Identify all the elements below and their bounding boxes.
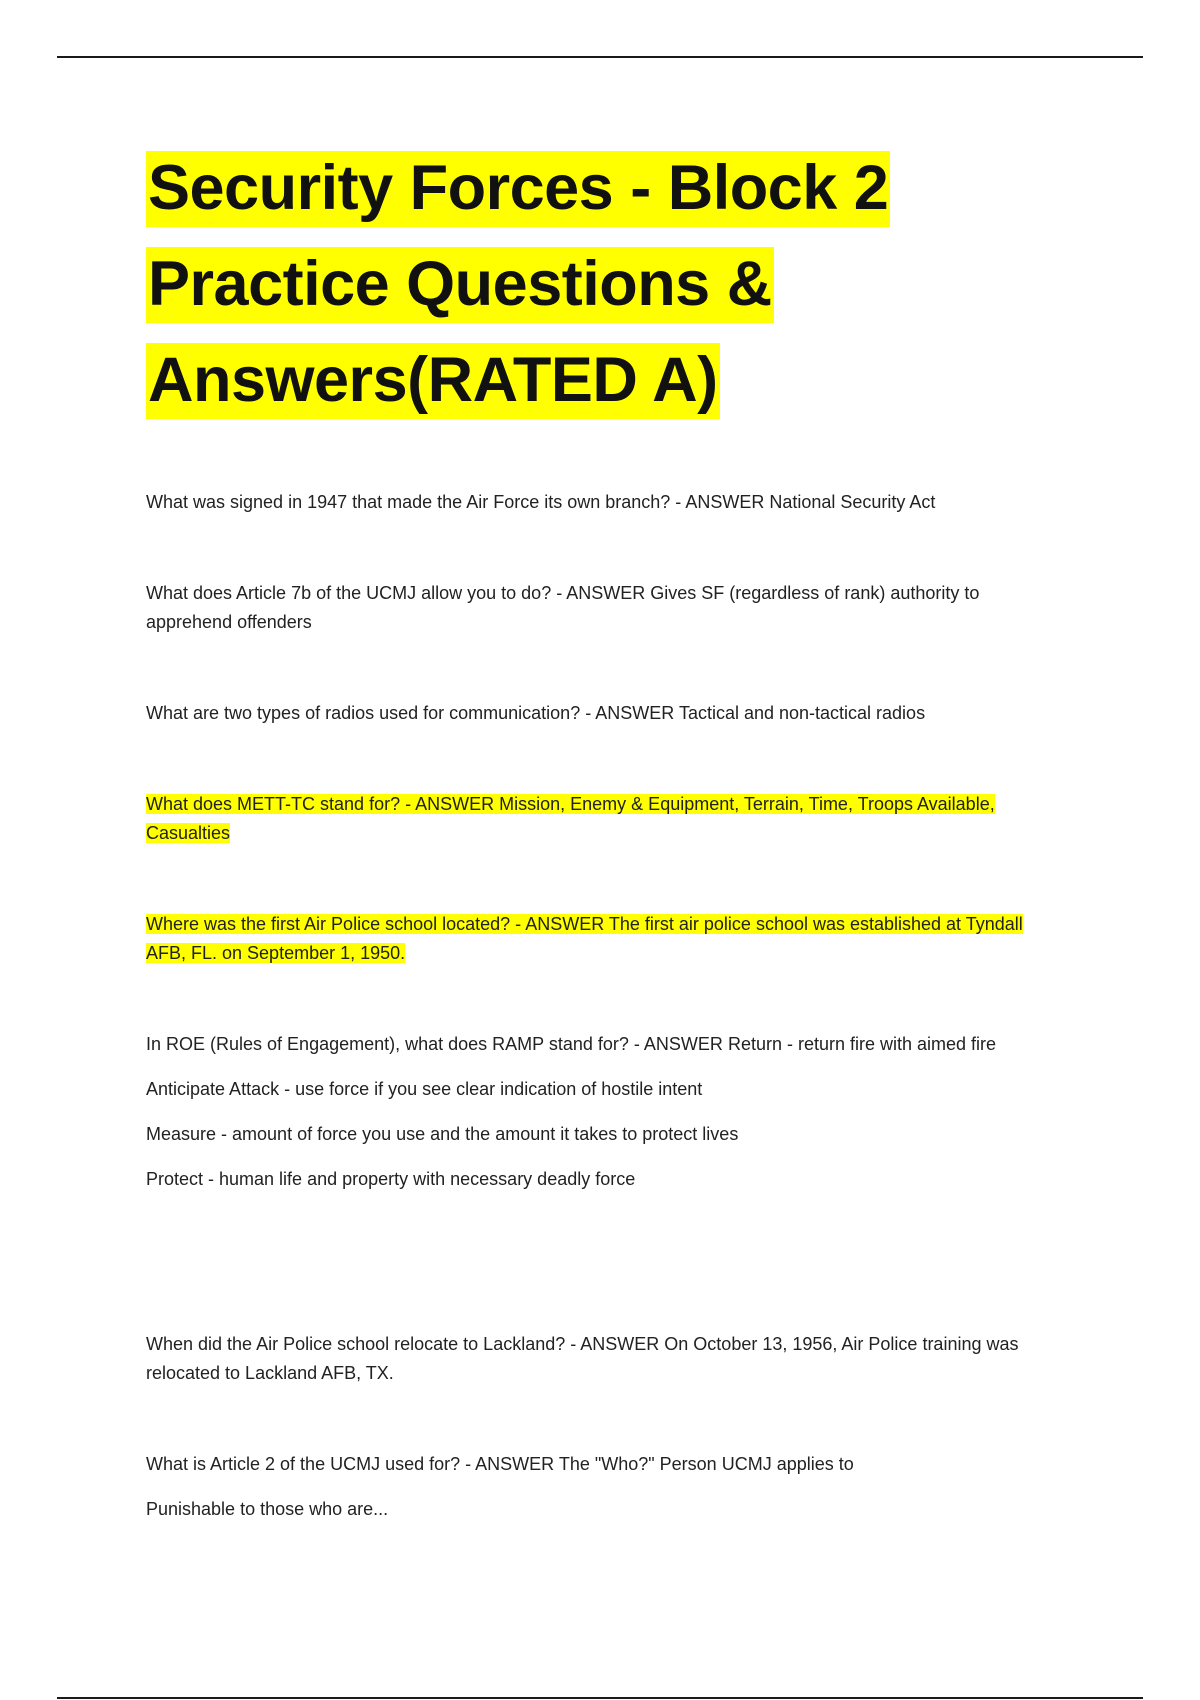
separator: - <box>670 492 686 512</box>
answer-label: ANSWER <box>643 1034 723 1054</box>
question-text: What was signed in 1947 that made the Air Force its own branch? <box>146 492 671 512</box>
qa-line <box>146 488 1066 517</box>
question-text: What does METT-TC stand for? <box>146 794 401 814</box>
question-text: What does Article 7b of the UCMJ allow you to do? <box>146 583 552 603</box>
qa-line <box>146 1330 1066 1388</box>
question-text: Where was the first Air Police school located? <box>146 914 511 934</box>
highlighted-qa-text <box>146 794 995 843</box>
qa-item <box>146 488 1066 517</box>
answer-label: ANSWER <box>595 703 675 723</box>
question-text: What are two types of radios used for communication? <box>146 703 581 723</box>
separator: - <box>460 1454 476 1474</box>
bottom-rule <box>57 1697 1143 1699</box>
qa-item-highlighted <box>146 910 1066 968</box>
answer-text: On October 13, 1956, Air Police training was relocated to Lackland AFB, TX. <box>146 1334 1019 1383</box>
qa-line <box>146 790 1066 848</box>
question-text: When did the Air Police school relocate to Lackland? <box>146 1334 566 1354</box>
page-content <box>146 140 1066 1586</box>
answer-continuation-line: Anticipate Attack - use force if you see clear indication of hostile intent <box>146 1079 703 1099</box>
highlighted-qa-text <box>146 914 1023 963</box>
qa-line <box>146 579 1066 637</box>
separator: - <box>510 914 526 934</box>
qa-item <box>146 1030 1066 1194</box>
qa-item <box>146 1450 1066 1524</box>
answer-text: Gives SF (regardless of rank) authority to apprehend offenders <box>146 583 980 632</box>
qa-line <box>146 1030 1066 1059</box>
answer-text: Return - return fire with aimed fire <box>727 1034 997 1054</box>
answer-text: The first air police school was established at Tyndall AFB, FL. on September 1, 1950. <box>146 914 1023 963</box>
separator: - <box>400 794 416 814</box>
answer-label: ANSWER <box>685 492 765 512</box>
qa-item <box>146 579 1066 637</box>
answer-label: ANSWER <box>415 794 495 814</box>
answer-label: ANSWER <box>566 583 646 603</box>
answer-text: The "Who?" Person UCMJ applies to <box>558 1454 854 1474</box>
question-text: In ROE (Rules of Engagement), what does RAMP stand for? <box>146 1034 629 1054</box>
separator: - <box>551 583 567 603</box>
answer-label: ANSWER <box>525 914 605 934</box>
document-title-text: Security Forces - Block 2 Practice Questions & Answers(RATED A) <box>146 151 890 419</box>
qa-line <box>146 699 1066 728</box>
answer-continuation-line: Measure - amount of force you use and the amount it takes to protect lives <box>146 1124 739 1144</box>
answer-label: ANSWER <box>580 1334 660 1354</box>
answer-text: Tactical and non-tactical radios <box>678 703 926 723</box>
qa-item <box>146 699 1066 728</box>
question-text: What is Article 2 of the UCMJ used for? <box>146 1454 461 1474</box>
answer-text: Mission, Enemy & Equipment, Terrain, Time, Troops Available, Casualties <box>146 794 995 843</box>
separator: - <box>565 1334 581 1354</box>
qa-line <box>146 910 1066 968</box>
qa-item-highlighted <box>146 790 1066 848</box>
document-title <box>146 140 1066 428</box>
qa-item <box>146 1330 1066 1388</box>
qa-line <box>146 1450 1066 1479</box>
answer-continuation-line: Protect - human life and property with necessary deadly force <box>146 1169 636 1189</box>
answer-label: ANSWER <box>475 1454 555 1474</box>
qa-list <box>146 488 1066 1524</box>
separator: - <box>628 1034 644 1054</box>
separator: - <box>580 703 596 723</box>
top-rule <box>57 56 1143 58</box>
answer-continuation-line: Punishable to those who are... <box>146 1499 389 1519</box>
answer-text: National Security Act <box>769 492 936 512</box>
